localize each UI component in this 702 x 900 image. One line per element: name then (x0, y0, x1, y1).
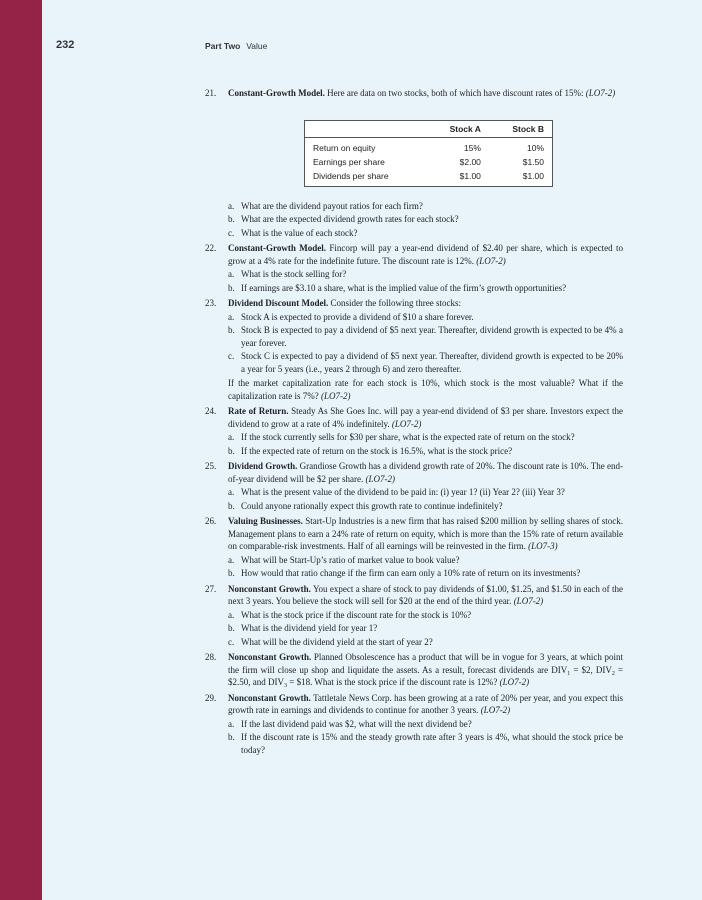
problem-text: Tattletale News Corp. has been growing at a rate of 20% per year, and you expect this growth rate in earnings and dividends to continue for another 3 years. (228, 692, 623, 715)
problem-title: Rate of Return. (228, 406, 289, 416)
problem-title: Nonconstant Growth. (228, 583, 311, 594)
problem-title: Constant-Growth Model. (228, 243, 326, 253)
problem-text: = $2.50, and DIV (228, 664, 624, 687)
book-spine-band (0, 0, 42, 900)
learning-objective: (LO7-2) (476, 255, 506, 266)
learning-objective: (LO7-2) (513, 596, 544, 606)
sub-question (228, 731, 623, 756)
problem-24 (205, 405, 623, 457)
sub-label: a. (228, 269, 235, 279)
problem-list (205, 87, 623, 759)
table-cell: Earnings per share (313, 156, 385, 167)
problem-title: Valuing Businesses. (228, 516, 303, 526)
sub-text: What is the value of each stock? (241, 227, 358, 238)
problem-text: = $2, DIV (570, 664, 612, 675)
table-cell: $1.50 (522, 156, 544, 167)
table-header: Stock A (426, 121, 489, 138)
sub-question (228, 200, 623, 213)
sub-question (228, 227, 623, 240)
learning-objective: (LO7-2) (480, 705, 511, 715)
problem-29 (205, 692, 623, 757)
sub-text: Stock A is expected to provide a dividend of $10 a share forever. (241, 311, 474, 322)
sub-text: What is the dividend yield for year 1? (241, 623, 378, 633)
problem-number: 21. (205, 88, 217, 98)
sub-label: a. (228, 487, 235, 497)
sub-text: If the stock currently sells for $30 per share, what is the expected rate of return on the stock? (241, 432, 575, 442)
problem-title: Nonconstant Growth. (228, 692, 311, 703)
stock-data-table (304, 120, 553, 187)
section-label: Value (246, 41, 268, 51)
sub-text: What is the stock selling for? (241, 269, 347, 279)
table-header-row (305, 121, 552, 138)
table-cell: 10% (526, 142, 544, 153)
problem-22 (205, 242, 623, 294)
problem-text: = $18. What is the stock price if the discount rate is 12%? (287, 677, 498, 687)
problem-25 (205, 460, 623, 512)
subscript: 3 (284, 683, 287, 689)
sub-text: Could anyone rationally expect this growth rate to continue indefinitely? (241, 500, 503, 511)
sub-label: b. (228, 568, 235, 578)
sub-question (228, 282, 623, 295)
sub-question (228, 445, 623, 458)
table-row (305, 155, 552, 169)
table-cell: Dividends per share (313, 170, 389, 181)
problem-26 (205, 515, 623, 580)
learning-objective: (LO7-2) (365, 473, 395, 484)
sub-label: a. (228, 311, 235, 322)
sub-text: If earnings are $3.10 a share, what is the implied value of the firm’s growth opportunities? (241, 282, 567, 293)
problem-21 (205, 87, 623, 239)
sub-text: What are the dividend payout ratios for each firm? (241, 200, 423, 211)
follow-up-question (228, 377, 623, 402)
problem-title: Dividend Discount Model. (228, 298, 329, 308)
sub-label: c. (228, 351, 235, 361)
problem-number: 28. (205, 652, 217, 662)
problem-text: Planned Obsolescence has a product that will be in vogue for 3 years, at which point the firm will close up shop and liquidate the assets. As a result, forecast dividends are DIV (228, 652, 624, 675)
sub-text: What will be Start-Up’s ratio of market value to book value? (241, 554, 460, 565)
sub-label: b. (228, 623, 235, 633)
problem-number: 27. (205, 583, 217, 594)
problem-number: 23. (205, 298, 217, 308)
sub-question (228, 486, 623, 499)
sub-label: a. (228, 609, 235, 620)
table-header: Stock B (489, 121, 552, 138)
sub-label: b. (228, 214, 235, 224)
sub-label: c. (228, 636, 235, 647)
follow-up-text: If the market capitalization rate for each stock is 10%, which stock is the most valuable? What if the capitalization rate is 7%? (228, 378, 623, 401)
problem-27 (205, 583, 623, 649)
sub-text: How would that ratio change if the firm can earn only a 10% rate of return on its investments? (241, 568, 581, 578)
sub-label: c. (228, 227, 235, 238)
table-header (305, 121, 426, 138)
problem-text: Start-Up Industries is a new firm that has raised $200 million by selling shares of stock. Management plans to earn a 24% rate of return on equity, which is more than the 15% rate of return available on comparable-risk investments. Half of all earnings will be reinvested in the firm. (228, 516, 623, 551)
sub-label: a. (228, 200, 235, 211)
part-label: Part Two (205, 41, 241, 51)
problem-number: 22. (205, 243, 217, 253)
sub-question (228, 609, 623, 622)
problem-text: Steady As She Goes Inc. will pay a year-end dividend of $3 per share. Investors expect the dividend to grow at a rate of 4% indefinitely. (228, 406, 623, 429)
learning-objective: (LO7-3) (528, 541, 558, 551)
sub-label: b. (228, 325, 235, 335)
problem-text: Here are data on two stocks, both of which have discount rates of 15%: (327, 88, 584, 98)
learning-objective: (LO7-2) (391, 418, 422, 429)
sub-question (228, 718, 623, 731)
problem-number: 24. (205, 406, 217, 416)
sub-question (228, 636, 623, 649)
page-number: 232 (56, 39, 75, 51)
problem-23 (205, 297, 623, 402)
table-row (305, 137, 552, 155)
table-cell: Return on equity (313, 142, 376, 153)
sub-text: If the last dividend paid was $2, what will the next dividend be? (241, 718, 472, 729)
sub-text: What are the expected dividend growth rates for each stock? (241, 214, 459, 224)
sub-question (228, 431, 623, 444)
sub-question (228, 622, 623, 635)
problem-text: Consider the following three stocks: (330, 298, 461, 308)
sub-question (228, 311, 623, 324)
sub-label: b. (228, 282, 235, 293)
problem-title: Constant-Growth Model. (228, 88, 325, 98)
problem-title: Nonconstant Growth. (228, 652, 312, 662)
sub-text: If the discount rate is 15% and the steady growth rate after 3 years is 4%, what should the stock price be today? (241, 732, 623, 755)
table-row (305, 169, 552, 186)
problem-title: Dividend Growth. (228, 461, 298, 471)
subscript: 2 (611, 670, 615, 677)
table-cell: 15% (463, 142, 481, 153)
problem-text: You expect a share of stock to pay dividends of $1.00, $1.25, and $1.50 in each of the next 3 years. You believe the stock will sell for $20 at the end of the third year. (228, 583, 623, 606)
sub-label: a. (228, 432, 235, 442)
sub-question (228, 213, 623, 226)
sub-text: What is the stock price if the discount rate for the stock is 10%? (241, 609, 472, 620)
problem-text: Fincorp will pay a year-end dividend of $2.40 per share, which is expected to grow at a 4% rate for the indefinite future. The discount rate is 12%. (228, 243, 623, 266)
learning-objective: (LO7-2) (585, 88, 616, 98)
sub-question (228, 500, 623, 513)
problem-28 (205, 651, 623, 689)
sub-question (228, 554, 623, 567)
problem-text: Grandiose Growth has a dividend growth rate of 20%. The discount rate is 10%. The end-of-year dividend will be $2 per share. (228, 461, 624, 484)
sub-text: Stock B is expected to pay a dividend of $5 next year. Thereafter, dividend growth is expected to be 4% a year forever. (241, 325, 623, 348)
sub-text: What will be the dividend yield at the start of year 2? (241, 636, 433, 647)
problem-number: 26. (205, 516, 217, 526)
subscript: 1 (567, 670, 571, 677)
sub-label: a. (228, 554, 235, 565)
learning-objective: (LO7-2) (499, 677, 530, 687)
learning-objective: (LO7-2) (320, 390, 351, 401)
sub-text: What is the present value of the dividend to be paid in: (i) year 1? (ii) Year 2? (iii) Year 3? (241, 487, 565, 497)
sub-label: b. (228, 500, 235, 511)
sub-text: If the expected rate of return on the stock is 16.5%, what is the stock price? (241, 445, 513, 456)
table-cell: $1.00 (459, 170, 481, 181)
sub-question (228, 350, 623, 375)
running-header (205, 41, 267, 51)
sub-question (228, 268, 623, 281)
sub-question (228, 324, 623, 349)
table-cell: $2.00 (459, 156, 481, 167)
sub-question (228, 567, 623, 580)
problem-number: 29. (205, 692, 217, 703)
sub-label: b. (228, 732, 235, 742)
problem-number: 25. (205, 461, 217, 471)
table-cell: $1.00 (522, 170, 544, 181)
sub-label: a. (228, 718, 235, 729)
sub-label: b. (228, 445, 235, 456)
sub-text: Stock C is expected to pay a dividend of $5 next year. Thereafter, dividend growth is expected to be 20% a year for 5 years (i.e., years 2 through 6) and zero thereafter. (241, 351, 623, 374)
